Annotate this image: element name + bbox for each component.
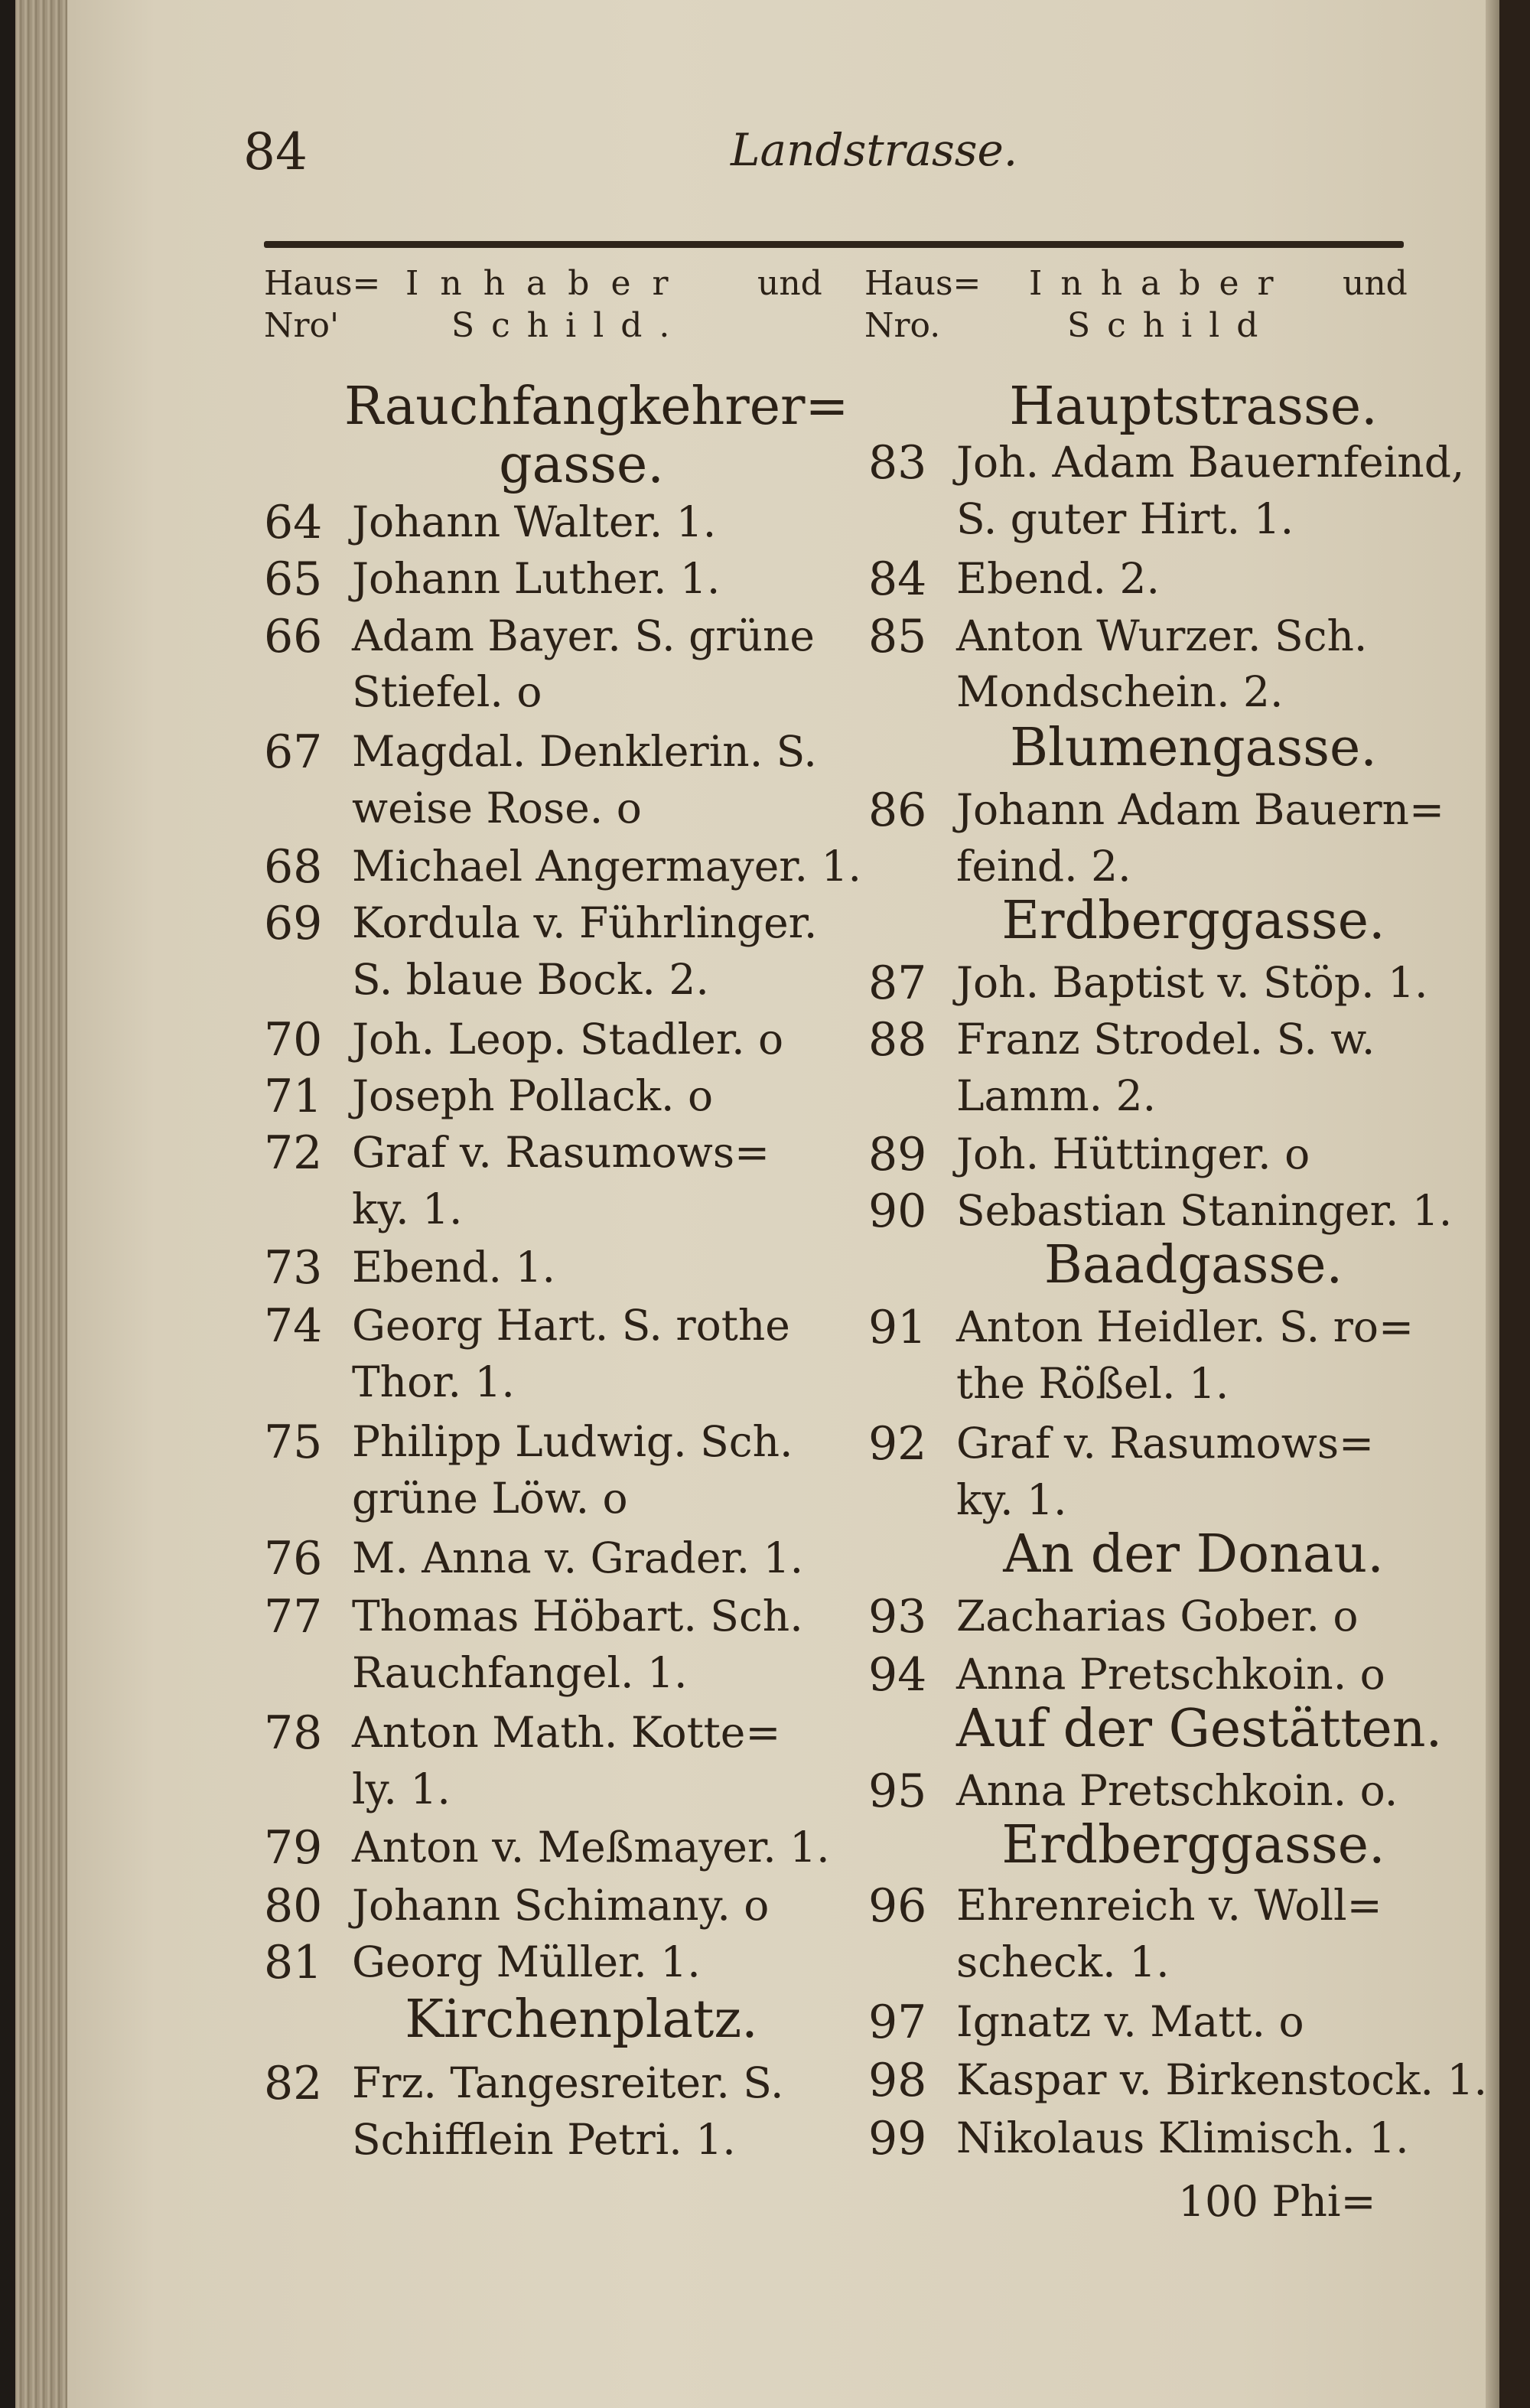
house-number: 78 (264, 1706, 323, 1760)
owner-entry: Joh. Hüttinger. o (956, 1129, 1310, 1178)
owner-entry-continued: Thor. 1. (352, 1357, 515, 1406)
street-heading: Auf der Gestätten. (956, 1699, 1443, 1759)
owner-entry: Joh. Adam Bauernfeind, (956, 438, 1465, 487)
owner-entry: Johann Luther. 1. (352, 554, 721, 603)
owner-entry: Johann Schimany. o (352, 1881, 770, 1930)
owner-entry-continued: Rauchfangel. 1. (352, 1648, 688, 1697)
col-head-haus-left: Haus= (264, 264, 381, 303)
house-number: 91 (868, 1301, 927, 1354)
house-number: 67 (264, 725, 323, 779)
owner-entry: Graf v. Rasumows= (352, 1128, 770, 1177)
house-number: 83 (868, 436, 927, 490)
col-head-schild-right: Schild (1067, 306, 1275, 345)
owner-entry: Ebend. 1. (352, 1243, 555, 1292)
col-head-inhaber-left: Inhaber (405, 264, 690, 303)
house-number: 84 (868, 552, 927, 606)
col-head-inhaber-right: Inhaber (1029, 264, 1292, 303)
owner-entry: Nikolaus Klimisch. 1. (956, 2113, 1409, 2162)
owner-entry: Michael Angermayer. 1. (352, 842, 861, 891)
owner-entry-continued: grüne Löw. o (352, 1474, 628, 1523)
house-number: 86 (868, 784, 927, 837)
street-heading: Blumengasse. (1010, 718, 1377, 778)
house-number: 68 (264, 840, 323, 894)
house-number: 77 (264, 1590, 323, 1644)
house-number: 75 (264, 1416, 323, 1469)
owner-entry: Thomas Höbart. Sch. (352, 1592, 803, 1641)
street-heading: Baadgasse. (1043, 1235, 1343, 1295)
owner-entry: Adam Bayer. S. grüne (352, 611, 815, 660)
street-heading: An der Donau. (1003, 1524, 1384, 1585)
owner-entry-continued: scheck. 1. (956, 1937, 1170, 1986)
owner-entry: Zacharias Gober. o (956, 1592, 1359, 1641)
street-heading: Erdberggasse. (1001, 1815, 1385, 1875)
house-number: 72 (264, 1126, 323, 1180)
owner-entry: Anton Heidler. S. ro= (956, 1302, 1414, 1351)
page-gutter (1486, 0, 1499, 2408)
owner-entry-continued: Schifflein Petri. 1. (352, 2115, 736, 2164)
page-number: 84 (243, 122, 308, 181)
owner-entry: Graf v. Rasumows= (956, 1419, 1375, 1468)
col-head-schild-left: Schild. (451, 306, 687, 345)
owner-entry: Johann Adam Bauern= (956, 785, 1445, 834)
owner-entry: Johann Walter. 1. (352, 497, 717, 546)
owner-entry-continued: ky. 1. (956, 1475, 1067, 1524)
owner-entry: Anna Pretschkoin. o. (956, 1766, 1398, 1815)
owner-entry-continued: weise Rose. o (352, 784, 642, 833)
house-number: 64 (264, 496, 323, 549)
owner-entry: Anton Wurzer. Sch. (956, 611, 1368, 660)
house-number: 90 (868, 1184, 927, 1238)
col-head-nro-left: Nro' (264, 306, 340, 345)
owner-entry: Ehrenreich v. Woll= (956, 1881, 1382, 1930)
house-number: 74 (264, 1299, 323, 1353)
owner-entry: Philipp Ludwig. Sch. (352, 1417, 793, 1466)
header-rule (264, 241, 1404, 248)
owner-entry-continued: ky. 1. (352, 1184, 463, 1233)
house-number: 82 (264, 2057, 323, 2110)
street-heading: Erdberggasse. (1001, 891, 1385, 951)
owner-entry: Sebastian Staninger. 1. (956, 1186, 1453, 1235)
house-number: 73 (264, 1241, 323, 1295)
owner-entry-continued: S. guter Hirt. 1. (956, 494, 1294, 543)
house-number: 97 (868, 1996, 927, 2049)
col-head-und-right: und (1343, 264, 1408, 303)
catchword: 100 Phi= (1178, 2177, 1376, 2226)
house-number: 66 (264, 610, 323, 663)
house-number: 71 (264, 1070, 323, 1123)
owner-entry-continued: Stiefel. o (352, 667, 542, 716)
house-number: 88 (868, 1013, 927, 1067)
owner-entry: Franz Strodel. S. w. (956, 1015, 1375, 1064)
owner-entry: Joseph Pollack. o (352, 1071, 714, 1120)
running-head: Landstrasse. (731, 124, 1018, 176)
house-number: 93 (868, 1590, 927, 1644)
owner-entry-continued: the Rößel. 1. (956, 1359, 1229, 1408)
owner-entry: Joh. Baptist v. Stöp. 1. (956, 958, 1428, 1007)
col-head-nro-right: Nro. (864, 306, 941, 345)
col-head-und-left: und (757, 264, 822, 303)
house-number: 98 (868, 2054, 927, 2107)
house-number: 85 (868, 610, 927, 663)
house-number: 99 (868, 2112, 927, 2165)
owner-entry-continued: Lamm. 2. (956, 1071, 1157, 1120)
owner-entry: Anton v. Meßmayer. 1. (352, 1823, 830, 1872)
street-heading: Kirchenplatz. (405, 1989, 758, 2050)
house-number: 79 (264, 1821, 323, 1875)
street-heading: Rauchfangkehrer= (344, 376, 849, 437)
house-number: 95 (868, 1764, 927, 1818)
owner-entry: Frz. Tangesreiter. S. (352, 2058, 784, 2107)
owner-entry: Joh. Leop. Stadler. o (352, 1015, 784, 1064)
house-number: 65 (264, 552, 323, 606)
book-binding (1499, 0, 1530, 2408)
house-number: 76 (264, 1532, 323, 1585)
house-number: 70 (264, 1013, 323, 1067)
house-number: 96 (868, 1879, 927, 1933)
house-number: 94 (868, 1648, 927, 1702)
owner-entry: Anton Math. Kotte= (352, 1708, 781, 1757)
owner-entry: Georg Hart. S. rothe (352, 1301, 790, 1350)
street-heading: gasse. (499, 435, 664, 495)
house-number: 81 (264, 1936, 323, 1989)
owner-entry: Kaspar v. Birkenstock. 1. (956, 2055, 1487, 2104)
house-number: 89 (868, 1128, 927, 1181)
street-heading: Hauptstrasse. (1009, 376, 1378, 437)
owner-entry-continued: feind. 2. (956, 842, 1131, 891)
house-number: 69 (264, 897, 323, 950)
col-head-haus-right: Haus= (864, 264, 981, 303)
owner-entry: Anna Pretschkoin. o (956, 1650, 1385, 1699)
house-number: 92 (868, 1417, 927, 1471)
owner-entry: Ebend. 2. (956, 554, 1160, 603)
owner-entry: M. Anna v. Grader. 1. (352, 1533, 804, 1582)
owner-entry-continued: S. blaue Bock. 2. (352, 955, 709, 1004)
house-number: 80 (264, 1879, 323, 1933)
owner-entry: Magdal. Denklerin. S. (352, 727, 817, 776)
owner-entry: Kordula v. Führlinger. (352, 898, 818, 947)
owner-entry-continued: Mondschein. 2. (956, 667, 1284, 716)
house-number: 87 (868, 956, 927, 1010)
owner-entry-continued: ly. 1. (352, 1764, 451, 1813)
owner-entry: Georg Müller. 1. (352, 1937, 701, 1986)
owner-entry: Ignatz v. Matt. o (956, 1997, 1304, 2046)
